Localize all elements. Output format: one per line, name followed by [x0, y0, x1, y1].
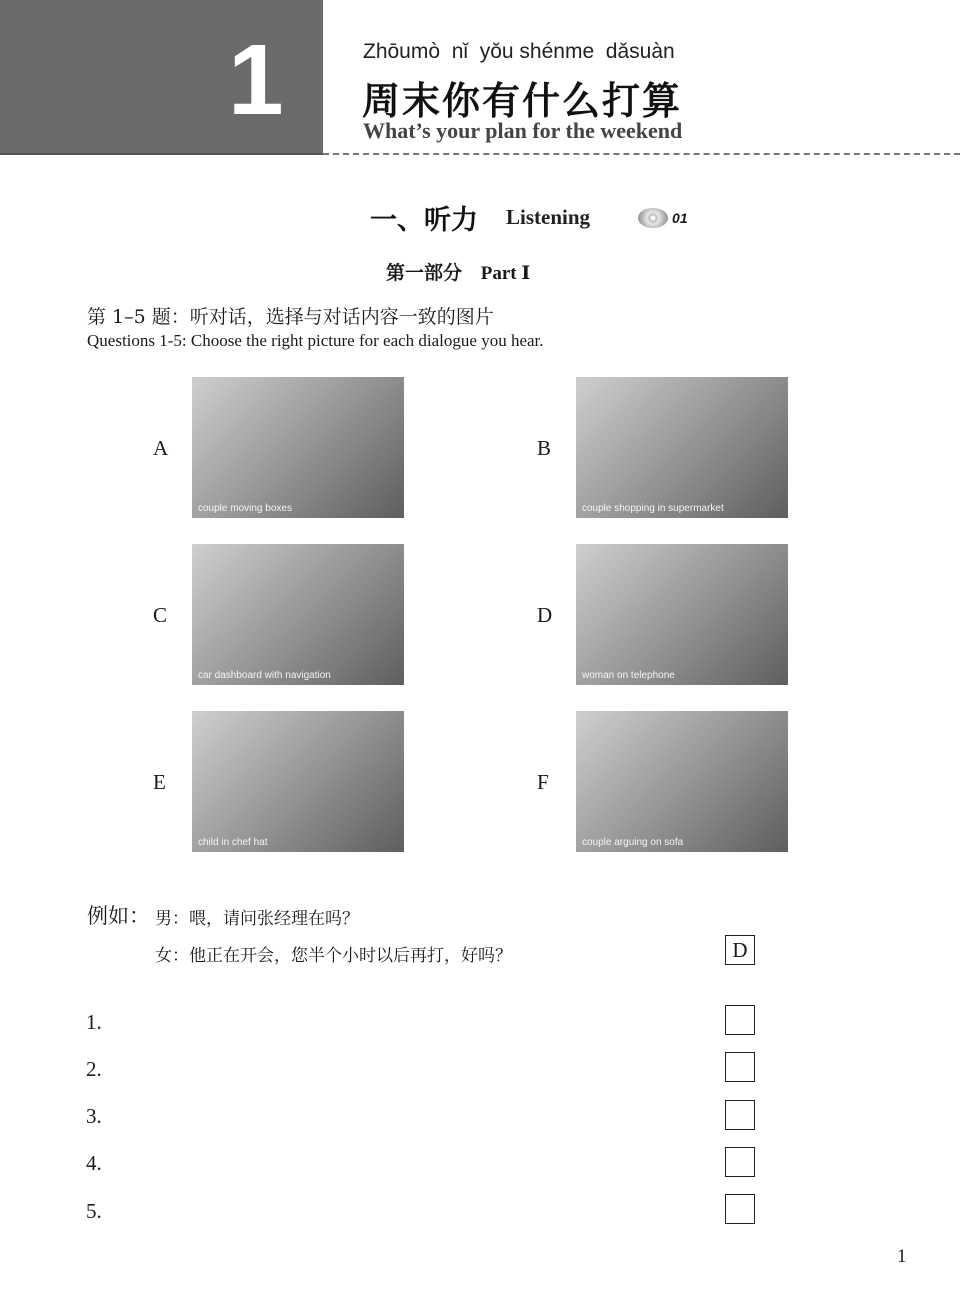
part-title-cn: 第一部分	[386, 262, 463, 284]
example-line-2: 女：他正在开会，您半个小时以后再打，好吗？	[155, 946, 512, 966]
example-line-1: 男：喂，请问张经理在吗？	[155, 909, 359, 929]
picture-label-d: D	[537, 603, 553, 627]
section-title-en: Listening	[506, 205, 591, 229]
page-number: 1	[897, 1246, 907, 1267]
instructions-cn: 第 1–5 题：听对话，选择与对话内容一致的图片	[87, 306, 494, 328]
header-rule	[0, 153, 323, 155]
section-heading	[370, 198, 688, 237]
part-heading	[386, 258, 530, 285]
answer-box-2[interactable]	[725, 1052, 755, 1082]
audio-track-number: 01	[672, 209, 688, 226]
question-number-1: 1.	[86, 1010, 102, 1034]
answer-box-3[interactable]	[725, 1100, 755, 1130]
example-label: 例如：	[87, 904, 150, 928]
picture-label-f: F	[537, 770, 549, 794]
picture-a: couple moving boxes	[192, 377, 404, 518]
title-chinese: 周末你有什么打算	[362, 79, 683, 123]
answer-box-1[interactable]	[725, 1005, 755, 1035]
answer-box-4[interactable]	[725, 1147, 755, 1177]
lesson-number: 1	[228, 24, 284, 136]
picture-e: child in chef hat	[192, 711, 404, 852]
lesson-number-block	[0, 0, 323, 155]
title-pinyin: Zhōumò nǐ yǒu shénme dǎsuàn	[363, 40, 675, 63]
part-title-en: Part Ⅰ	[480, 263, 531, 284]
picture-c: car dashboard with navigation	[192, 544, 404, 685]
picture-label-c: C	[153, 603, 168, 627]
answer-box-5[interactable]	[725, 1194, 755, 1224]
example-answer-box: D	[725, 935, 755, 965]
picture-b: couple shopping in supermarket	[576, 377, 788, 518]
section-title-cn: 一、听力	[370, 205, 478, 236]
picture-d: woman on telephone	[576, 544, 788, 685]
question-number-5: 5.	[86, 1199, 102, 1223]
picture-label-e: E	[153, 770, 166, 794]
cd-icon[interactable]	[638, 208, 668, 228]
question-number-4: 4.	[86, 1151, 102, 1175]
title-english: What’s your plan for the weekend	[363, 118, 683, 143]
header-dashed-rule	[323, 153, 960, 155]
instructions-en: Questions 1-5: Choose the right picture for each dialogue you hear.	[87, 331, 544, 350]
picture-f: couple arguing on sofa	[576, 711, 788, 852]
question-number-2: 2.	[86, 1057, 102, 1081]
picture-label-a: A	[153, 436, 169, 460]
picture-label-b: B	[537, 436, 552, 460]
question-number-3: 3.	[86, 1104, 102, 1128]
